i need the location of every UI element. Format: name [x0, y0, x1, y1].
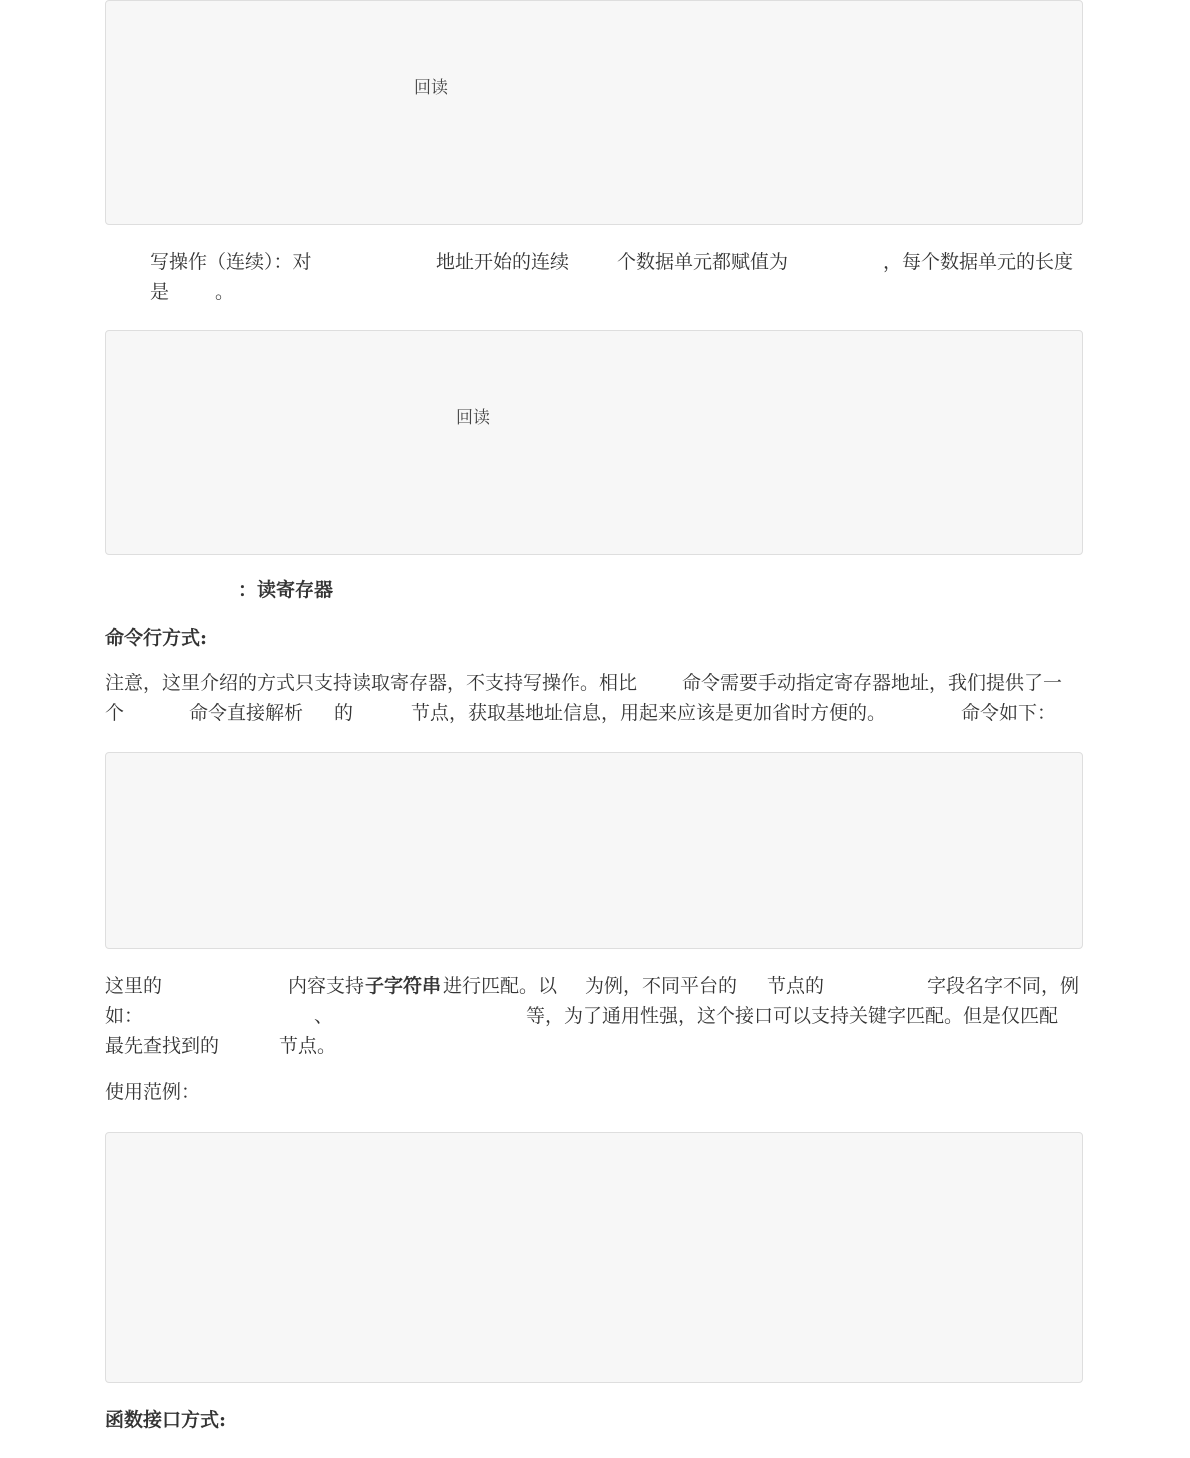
- write-text: 个数据单元都赋值为: [617, 251, 789, 273]
- write-text: ，每个数据单元的长度: [883, 251, 1074, 273]
- code-comment-readback: 回读: [456, 408, 490, 428]
- code-comment-readback: 回读: [414, 78, 448, 98]
- match-text: 为例，不同平台的: [585, 975, 738, 997]
- match-text: 等，为了通用性强，这个接口可以支持关键字匹配。但是仅匹配: [526, 1005, 1059, 1027]
- note-text: 命令直接解析: [189, 702, 304, 724]
- usage-label: 使用范例：: [105, 1081, 201, 1103]
- match-text: 进行匹配。以: [443, 975, 558, 997]
- note-text: 注意，这里介绍的方式只支持读取寄存器，不支持写操作。相比: [105, 672, 638, 694]
- match-text: 字段名字不同，例: [927, 975, 1080, 997]
- note-text: 的: [334, 702, 354, 724]
- match-text: 最先查找到的: [105, 1035, 220, 1057]
- write-text: 是: [150, 281, 170, 303]
- match-text: 节点的: [767, 975, 825, 997]
- code-block-2: [105, 330, 1083, 555]
- section-heading: ：读寄存器: [238, 579, 334, 601]
- match-text-emphasis: 子字符串: [365, 975, 442, 997]
- write-text: 地址开始的连续: [436, 251, 570, 273]
- note-text: 命令如下：: [961, 702, 1057, 724]
- match-text: 如：: [105, 1005, 144, 1027]
- match-text: 这里的: [105, 975, 163, 997]
- code-block-1: [105, 0, 1083, 225]
- command-line-heading: 命令行方式:: [105, 627, 208, 649]
- match-text: 、: [314, 1005, 334, 1027]
- code-block-3: [105, 752, 1083, 949]
- note-text: 个: [105, 702, 125, 724]
- match-text: 内容支持: [288, 975, 365, 997]
- note-text: 节点，获取基地址信息，用起来应该是更加省时方便的。: [411, 702, 887, 724]
- note-text: 命令需要手动指定寄存器地址，我们提供了一: [682, 672, 1063, 694]
- write-text: 写操作（连续）：对: [150, 251, 312, 273]
- function-interface-heading: 函数接口方式:: [105, 1409, 227, 1431]
- code-block-4: [105, 1132, 1083, 1383]
- write-text: 。: [215, 281, 235, 303]
- match-text: 节点。: [279, 1035, 337, 1057]
